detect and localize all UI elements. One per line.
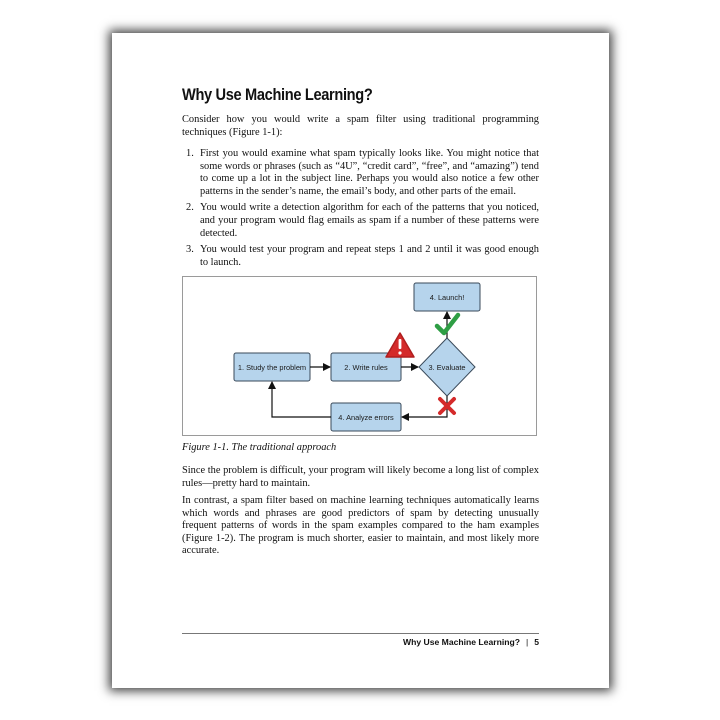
list-item [182, 148, 539, 198]
node-evaluate-label: 3. Evaluate [428, 363, 466, 372]
step-text: You would test your program and repeat steps 1 and 2 until it was good enough to launch. [200, 244, 539, 268]
body-paragraph: Since the problem is difficult, your program will likely become a long list of complex rules—pretty hard to maintain. [182, 465, 539, 489]
step-text: You would write a detection algorithm for each of the patterns that you noticed, and your program would flag emails as spam if a number of these patterns were detected. [200, 202, 539, 239]
step-number: 3. [186, 244, 194, 256]
node-study [234, 353, 310, 381]
footer-separator: | [525, 637, 529, 647]
node-launch-label: 4. Launch! [429, 293, 465, 302]
page-footer [403, 637, 539, 647]
page-number: 5 [534, 637, 539, 647]
figure-traditional-approach [182, 276, 537, 436]
step-number: 2. [186, 202, 194, 214]
steps-list [182, 148, 539, 273]
node-study-label: 1. Study the problem [237, 363, 307, 372]
node-launch [414, 283, 480, 311]
section-heading: Why Use Machine Learning? [182, 85, 373, 104]
flow-diagram [183, 277, 538, 437]
list-item [182, 202, 539, 240]
node-write-label: 2. Write rules [344, 363, 388, 372]
figure-caption: Figure 1-1. The traditional approach [182, 442, 337, 453]
book-page [112, 33, 609, 688]
running-title: Why Use Machine Learning? [402, 637, 520, 647]
list-item [182, 244, 539, 269]
intro-paragraph: Consider how you would write a spam filter using traditional programming techniques (Figure 1-1): [182, 114, 539, 138]
step-number: 1. [186, 148, 194, 159]
node-analyze-label: 4. Analyze errors [338, 413, 394, 422]
step-text: First you would examine what spam typically looks like. You might notice that some words or phrases (such as “4U”, “credit card”, “free”, and “amazing”) tend to come up a lot in the subject line. Perhaps you would also notice a few other patterns in the sender’s name, the email’s body, and other parts of the email. [200, 148, 539, 197]
footer-divider [182, 633, 539, 634]
warning-icon [386, 333, 414, 357]
node-evaluate [419, 338, 475, 396]
body-paragraph: In contrast, a spam filter based on machine learning techniques automatically learns which words and phrases are good predictors of spam by detecting unusually frequent patterns of words in the spam examples compared to the ham examples (Figure 1-2). The program is much shorter, easier to maintain, and most likely more accurate. [182, 495, 539, 557]
node-analyze [331, 403, 401, 431]
arrow-analyze-to-study [272, 382, 331, 417]
